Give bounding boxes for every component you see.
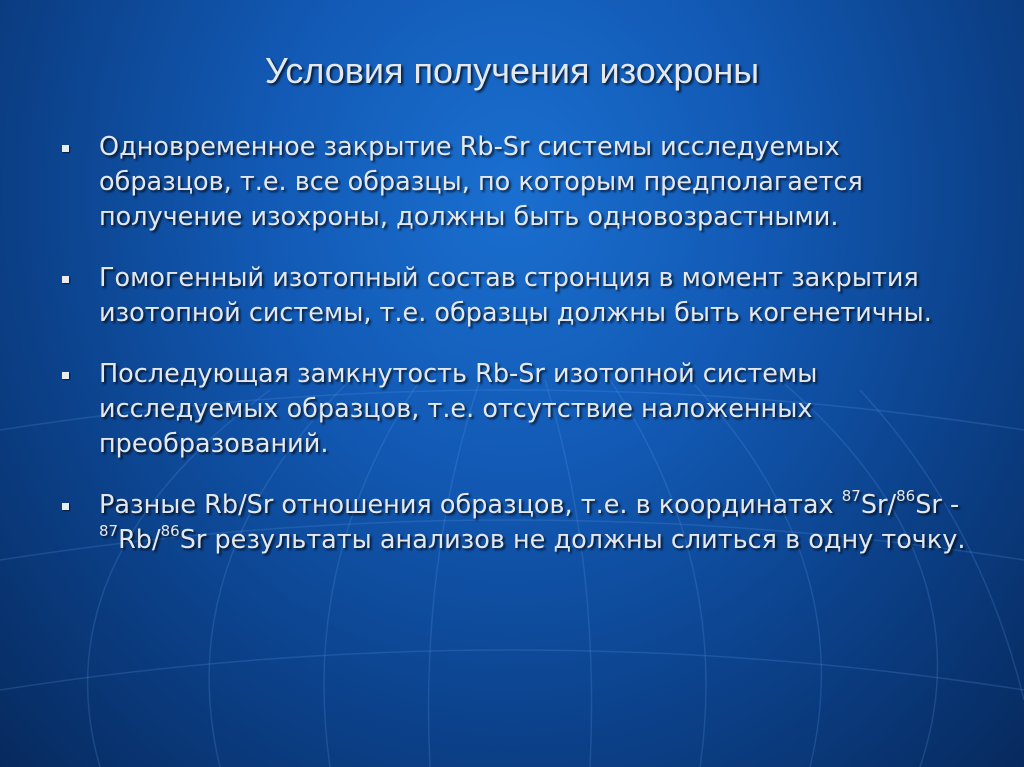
bullet-list — [60, 130, 980, 584]
bullet-text: Гомогенный изотопный состав стронция в момент закрытия изотопной системы, т.е. образцы должны быть когенетичны. — [99, 263, 932, 328]
bullet-text: Последующая замкнутость Rb-Sr изотопной системы исследуемых образцов, т.е. отсутствие наложенных преобразований. — [99, 359, 818, 459]
bullet-text — [99, 486, 966, 555]
bullet-marker-icon — [62, 145, 69, 152]
bullet-text-part: Разные Rb/Sr отношения образцов, т.е. в координатах — [99, 490, 842, 520]
bullet-marker-icon — [62, 372, 69, 379]
bullet-item — [60, 130, 980, 235]
superscript: 87 — [99, 521, 119, 540]
bullet-item — [60, 261, 980, 331]
bullet-text: Одновременное закрытие Rb-Sr системы исследуемых образцов, т.е. все образцы, по которым предполагается получение изохроны, должны быть одновозрастными. — [99, 132, 863, 232]
bullet-item — [60, 357, 980, 462]
bullet-marker-icon — [62, 503, 69, 510]
bullet-text-part: Sr/ — [860, 490, 897, 520]
bullet-text-part: Rb/ — [118, 525, 161, 555]
superscript: 87 — [841, 486, 861, 505]
bullet-item — [60, 488, 980, 558]
slide-title: Условия получения изохроны — [264, 50, 760, 91]
bullet-text-part: Sr - — [915, 490, 960, 520]
superscript: 86 — [160, 521, 180, 540]
bullet-text-part: Sr результаты анализов не должны слиться в одну точку. — [179, 525, 966, 555]
bullet-marker-icon — [62, 276, 69, 283]
superscript: 86 — [896, 486, 916, 505]
